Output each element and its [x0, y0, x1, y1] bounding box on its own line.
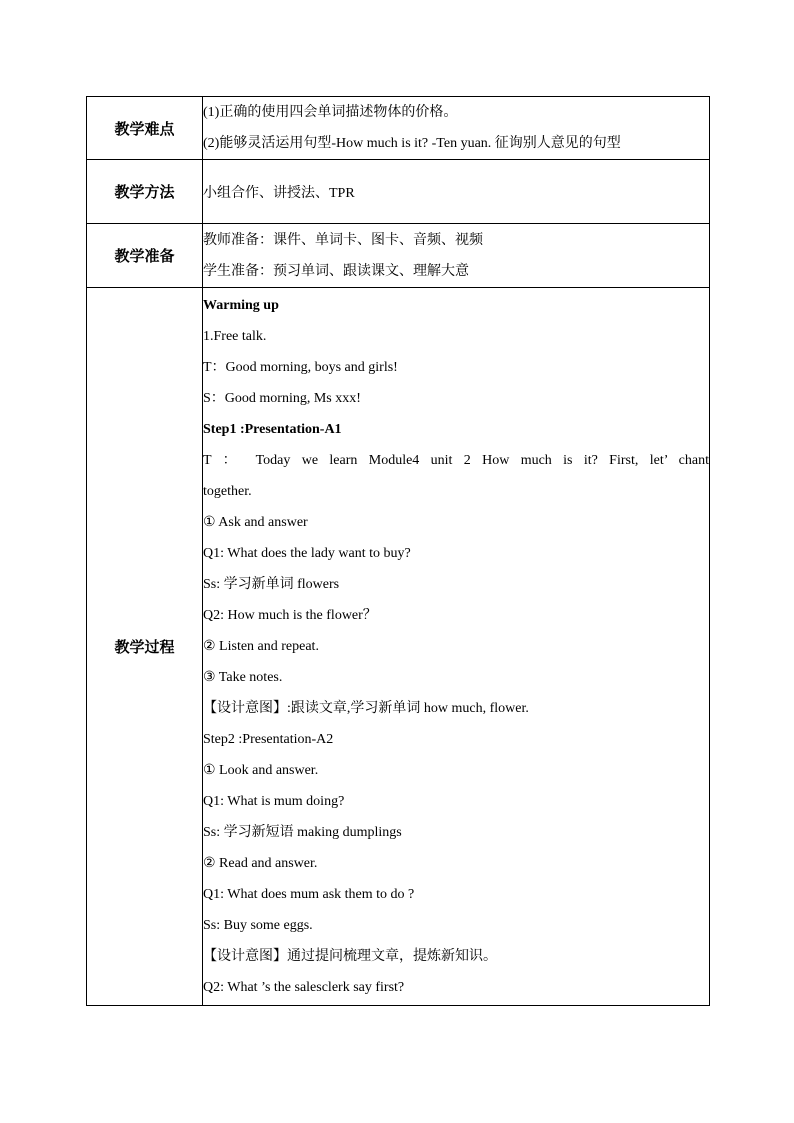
lesson-plan-table: [86, 96, 710, 1006]
process-line: 1.Free talk.: [203, 329, 267, 344]
content-preparation: [203, 224, 710, 288]
process-line: T ： Today we learn Module4 unit 2 How much is it? First, let’ chant: [203, 453, 709, 468]
process-line: Ss: Buy some eggs.: [203, 918, 313, 933]
process-line: ② Read and answer.: [203, 856, 318, 871]
process-line: S：Good morning, Ms xxx!: [203, 391, 361, 406]
content-difficulty: [203, 97, 710, 160]
process-line: Q2: How much is the flower？: [203, 608, 377, 623]
row-difficulty: [87, 97, 710, 160]
difficulty-line: (2)能够灵活运用句型-How much is it? -Ten yuan. 征询别人意见的句型: [203, 136, 621, 151]
process-line: Q1: What is mum doing?: [203, 794, 345, 809]
method-line: 小组合作、讲授法、TPR: [203, 185, 355, 201]
process-line: Step2 :Presentation-A2: [203, 732, 334, 747]
process-line: Ss: 学习新短语 making dumplings: [203, 825, 402, 840]
label-difficulty: 教学难点: [87, 97, 203, 160]
process-line: ① Ask and answer: [203, 515, 308, 530]
design-intent-note: 【设计意图】:跟读文章,学习新单词 how much, flower.: [203, 701, 529, 716]
process-line: Q1: What does the lady want to buy?: [203, 546, 411, 561]
process-line: ① Look and answer.: [203, 763, 319, 778]
label-method: 教学方法: [87, 160, 203, 224]
process-line: ② Listen and repeat.: [203, 639, 319, 654]
process-line: Ss: 学习新单词 flowers: [203, 577, 340, 592]
process-line: T：Good morning, boys and girls!: [203, 360, 398, 375]
row-preparation: [87, 224, 710, 288]
preparation-line: 学生准备：预习单词、跟读课文、理解大意: [203, 263, 469, 279]
preparation-line: 教师准备：课件、单词卡、图卡、音频、视频: [203, 232, 483, 248]
process-heading: Step1 :Presentation-A1: [203, 422, 342, 437]
row-method: [87, 160, 710, 224]
content-method: [203, 160, 710, 224]
row-process: [87, 288, 710, 1006]
design-intent-note: 【设计意图】通过提问梳理文章，提炼新知识。: [203, 949, 497, 964]
label-preparation: 教学准备: [87, 224, 203, 288]
process-heading: Warming up: [203, 298, 279, 313]
process-line: ③ Take notes.: [203, 670, 283, 685]
label-process: 教学过程: [87, 288, 203, 1006]
difficulty-line: (1)正确的使用四会单词描述物体的价格。: [203, 105, 458, 120]
process-line: together.: [203, 484, 252, 499]
content-process: [203, 288, 710, 1006]
process-line: Q1: What does mum ask them to do ?: [203, 887, 415, 902]
process-line: Q2: What ’s the salesclerk say first?: [203, 980, 405, 995]
